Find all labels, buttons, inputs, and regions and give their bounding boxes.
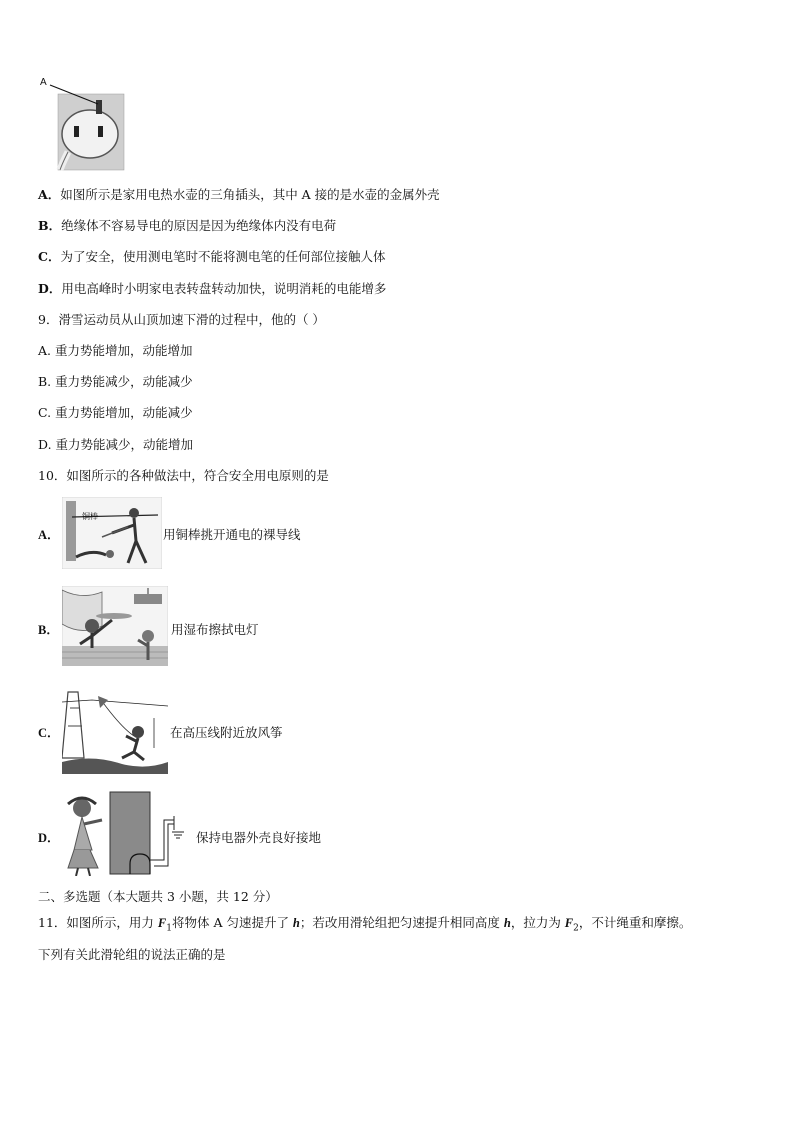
q11-part-4: ，拉力为: [510, 915, 565, 930]
q8-option-b-letter: B．: [38, 218, 62, 233]
plug-figure: [38, 76, 126, 172]
q11-part-2: 将物体 A 匀速提升了: [171, 915, 293, 930]
q10-option-a-letter: A．: [38, 528, 60, 542]
q11-f1: F: [157, 916, 167, 930]
q11-line-1: [38, 915, 691, 937]
q8-option-a: [38, 187, 440, 203]
q8-option-b-text: 绝缘体不容易导电的原因是因为绝缘体内没有电荷: [61, 218, 337, 233]
q9-stem: 9．滑雪运动员从山顶加速下滑的过程中，他的（ ）: [38, 312, 325, 327]
q9-option-d: D. 重力势能减少，动能增加: [38, 437, 194, 452]
q10-option-c-letter: C．: [38, 726, 60, 740]
q9-option-b: B. 重力势能减少，动能减少: [38, 374, 193, 389]
q11-part-3: ；若改用滑轮组把匀速提升相同高度: [299, 915, 504, 930]
q8-option-c: [38, 249, 385, 265]
plug-label-a: A: [40, 77, 47, 88]
q8-option-d-letter: D．: [38, 281, 62, 296]
section-2-heading: 二、多选题（本大题共 3 小题，共 12 分）: [38, 889, 278, 904]
q8-option-c-letter: C．: [38, 249, 61, 264]
q10-option-c-caption: 在高压线附近放风筝: [170, 725, 283, 740]
q10-option-c-image: [62, 688, 168, 774]
q11-line-2: 下列有关此滑轮组的说法正确的是: [38, 947, 226, 962]
q9-option-a: A. 重力势能增加，动能增加: [38, 343, 193, 358]
q8-option-a-letter: A．: [38, 187, 61, 202]
q10-stem: 10．如图所示的各种做法中，符合安全用电原则的是: [38, 468, 329, 483]
q8-option-d: [38, 281, 386, 297]
q11-f2-sub: 2: [573, 923, 579, 934]
q11-h2: h: [503, 916, 511, 930]
q10-option-d-image: [62, 790, 194, 876]
q10-option-a-caption: 用铜棒挑开通电的裸导线: [163, 527, 301, 542]
q10-option-b-image: [62, 586, 168, 666]
q8-option-c-text: 为了安全，使用测电笔时不能将测电笔的任何部位接触人体: [60, 249, 386, 264]
q10-option-b-caption: 用湿布擦拭电灯: [171, 622, 259, 637]
q11-f1-sub: 1: [166, 923, 172, 934]
q10-option-a-inner-label: 铜棒: [82, 512, 98, 521]
q10-option-d-caption: 保持电器外壳良好接地: [196, 830, 322, 845]
q11-h1: h: [292, 916, 300, 930]
q8-option-d-text: 用电高峰时小明家电表转盘转动加快，说明消耗的电能增多: [61, 281, 387, 296]
q11-f2: F: [564, 916, 574, 930]
q10-option-b-letter: B．: [38, 623, 59, 637]
q11-part-1: 11．如图所示，用力: [38, 915, 158, 930]
q10-option-d-letter: D．: [38, 831, 60, 845]
q8-option-a-text: 如图所示是家用电热水壶的三角插头，其中 A 接的是水壶的金属外壳: [60, 187, 440, 202]
q9-option-c: C. 重力势能增加，动能减少: [38, 405, 193, 420]
q10-option-a-image: [62, 497, 162, 569]
q8-option-b: [38, 218, 336, 234]
q11-part-5: ，不计绳重和摩擦。: [578, 915, 692, 930]
